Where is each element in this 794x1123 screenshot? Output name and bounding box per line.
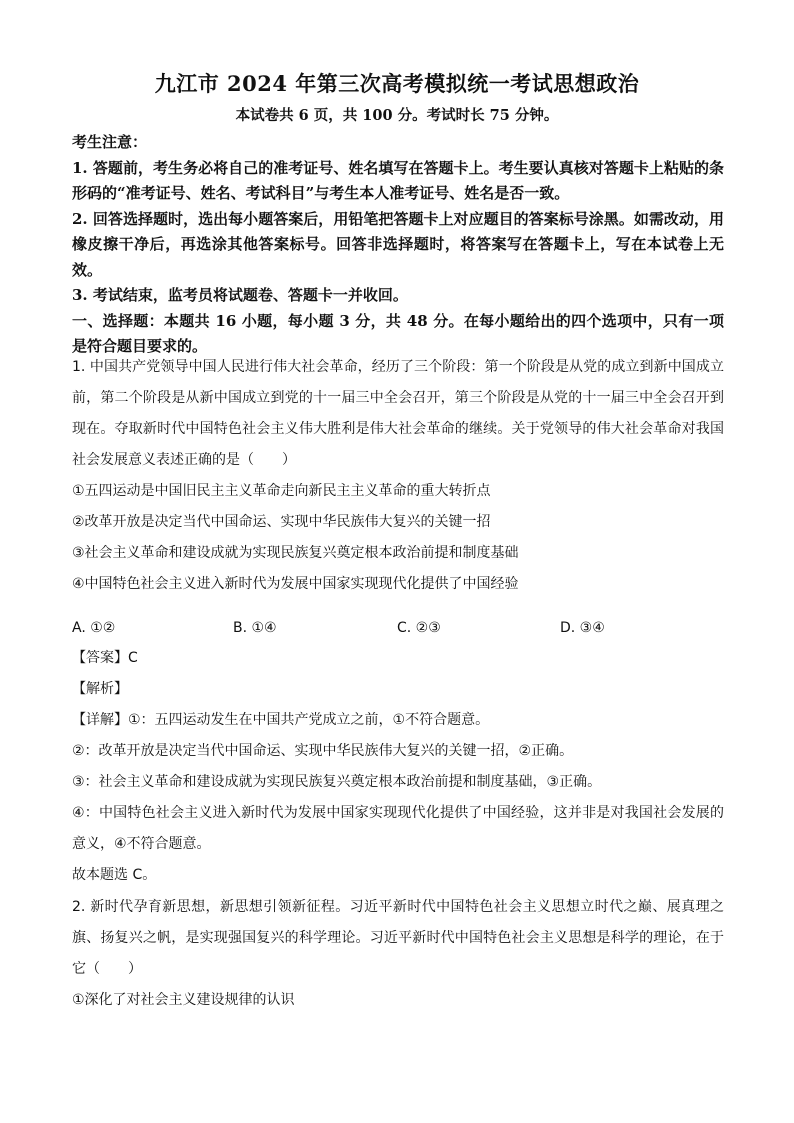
notice-item-3: 3. 考试结束，监考员将试题卷、答题卡一并收回。 bbox=[72, 286, 408, 304]
detail-line-1: 【详解】①：五四运动发生在中国共产党成立之前，①不符合题意。 bbox=[72, 712, 490, 728]
analysis-label: 【解析】 bbox=[72, 681, 128, 697]
detail-line-4: ④：中国特色社会主义进入新时代为发展中国家实现现代化提供了中国经验，这并非是对我国社会发展的意义，④不符合题意。 bbox=[72, 805, 724, 852]
exam-notice bbox=[72, 130, 724, 360]
question-2-stem: 2. 新时代孕育新思想，新思想引领新征程。习近平新时代中国特色社会主义思想立时代之巅、展真理之旗、扬复兴之帆，是实现强国复兴的科学理论。习近平新时代中国特色社会主义思想是科学的理论，在于它（ ） bbox=[72, 899, 724, 977]
option-d: D. ③④ bbox=[560, 620, 605, 636]
detail-line-2: ②：改革开放是决定当代中国命运、实现中华民族伟大复兴的关键一招，②正确。 bbox=[72, 743, 574, 759]
question-2-statement-1: ①深化了对社会主义建设规律的认识 bbox=[72, 992, 295, 1008]
notice-item-1: 1. 答题前，考生务必将自己的准考证号、姓名填写在答题卡上。考生要认真核对答题卡上粘贴的条形码的“准考证号、姓名、考试科目”与考生本人准考证号、姓名是否一致。 bbox=[72, 158, 724, 202]
question-1-stem-block bbox=[72, 352, 724, 600]
question-2-block bbox=[72, 892, 724, 1016]
exam-title: 九江市 2024 年第三次高考模拟统一考试思想政治 bbox=[154, 71, 640, 96]
notice-heading: 考生注意： bbox=[72, 133, 148, 151]
exam-subtitle: 本试卷共 6 页，共 100 分。考试时长 75 分钟。 bbox=[235, 107, 559, 124]
conclusion: 故本题选 C。 bbox=[72, 867, 157, 883]
question-1-solution bbox=[72, 643, 724, 891]
section-heading: 一、选择题：本题共 16 小题，每小题 3 分，共 48 分。在每小题给出的四个选项中，只有一项是符合题目要求的。 bbox=[72, 311, 724, 355]
notice-item-2: 2. 回答选择题时，选出每小题答案后，用铅笔把答题卡上对应题目的答案标号涂黑。如需改动，用橡皮擦干净后，再选涂其他答案标号。回答非选择题时，将答案写在答题卡上，写在本试卷上无效。 bbox=[72, 209, 724, 279]
question-1-statement-4: ④中国特色社会主义进入新时代为发展中国家实现现代化提供了中国经验 bbox=[72, 576, 519, 592]
question-1-statement-1: ①五四运动是中国旧民主主义革命走向新民主主义革命的重大转折点 bbox=[72, 483, 491, 499]
question-1-options bbox=[72, 613, 724, 644]
question-1-stem: 1. 中国共产党领导中国人民进行伟大社会革命，经历了三个阶段：第一个阶段是从党的成立到新中国成立前，第二个阶段是从新中国成立到党的十一届三中全会召开，第三个阶段是从党的十一届三中全会召开到现在。夺取新时代中国特色社会主义伟大胜利是伟大社会革命的继续。关于党领导的伟大社会革命对我国社会发展意义表述正确的是（ ） bbox=[72, 359, 724, 468]
question-1-statement-3: ③社会主义革命和建设成就为实现民族复兴奠定根本政治前提和制度基础 bbox=[72, 545, 519, 561]
option-b: B. ①④ bbox=[233, 620, 277, 636]
answer-label: 【答案】C bbox=[72, 650, 138, 666]
option-a: A. ①② bbox=[72, 620, 116, 636]
detail-line-3: ③：社会主义革命和建设成就为实现民族复兴奠定根本政治前提和制度基础，③正确。 bbox=[72, 774, 602, 790]
option-c: C. ②③ bbox=[397, 620, 441, 636]
question-1-statement-2: ②改革开放是决定当代中国命运、实现中华民族伟大复兴的关键一招 bbox=[72, 514, 491, 530]
